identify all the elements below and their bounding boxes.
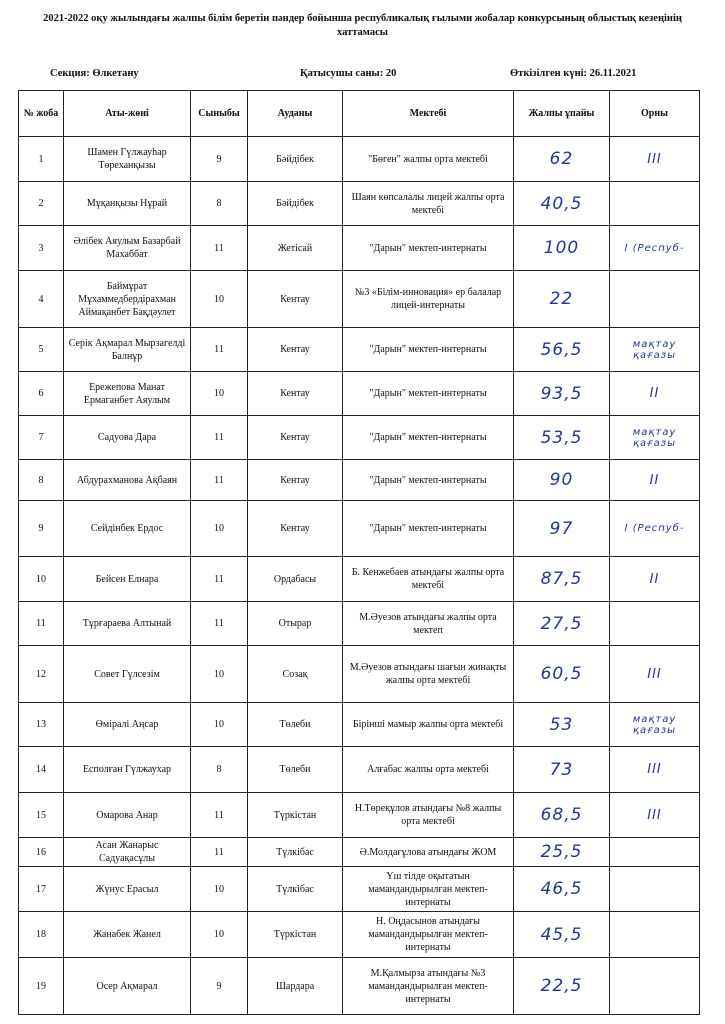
cell-score: 45,5 [514, 912, 610, 958]
cell-full-name: Осер Ақмарал [64, 958, 191, 1015]
cell-score: 87,5 [514, 557, 610, 602]
cell-grade: 11 [191, 416, 248, 460]
cell-project-no: 13 [19, 703, 64, 747]
cell-place: I (Респуб- [610, 226, 700, 271]
cell-score: 40,5 [514, 182, 610, 226]
cell-district: Бәйдібек [248, 182, 343, 226]
cell-score: 27,5 [514, 602, 610, 646]
cell-score: 22 [514, 271, 610, 328]
cell-grade: 8 [191, 182, 248, 226]
cell-full-name: Серік Ақмарал Мырзагелді Балнұр [64, 328, 191, 372]
cell-full-name: Есполған Гүлжаухар [64, 747, 191, 793]
cell-district: Кентау [248, 271, 343, 328]
cell-school: Б. Кенжебаев атындағы жалпы орта мектебі [343, 557, 514, 602]
cell-project-no: 9 [19, 501, 64, 557]
cell-district: Кентау [248, 501, 343, 557]
col-school: Мектебі [343, 91, 514, 137]
cell-full-name: Мұқанқызы Нұрай [64, 182, 191, 226]
cell-school: Ә.Молдағұлова атындағы ЖОМ [343, 838, 514, 867]
cell-full-name: Садуова Дара [64, 416, 191, 460]
cell-district: Шардара [248, 958, 343, 1015]
cell-project-no: 3 [19, 226, 64, 271]
cell-grade: 11 [191, 793, 248, 838]
cell-project-no: 10 [19, 557, 64, 602]
cell-score: 93,5 [514, 372, 610, 416]
cell-project-no: 14 [19, 747, 64, 793]
cell-score: 68,5 [514, 793, 610, 838]
section-label: Секция: Өлкетану [50, 68, 139, 79]
cell-grade: 10 [191, 703, 248, 747]
cell-district: Кентау [248, 416, 343, 460]
cell-school: "Бөген" жалпы орта мектебі [343, 137, 514, 182]
cell-district: Түлкібас [248, 838, 343, 867]
cell-grade: 9 [191, 137, 248, 182]
table-row [19, 703, 700, 747]
cell-school: Алғабас жалпы орта мектебі [343, 747, 514, 793]
cell-score: 90 [514, 460, 610, 501]
table-row [19, 557, 700, 602]
cell-district: Түркістан [248, 912, 343, 958]
cell-district: Төлеби [248, 703, 343, 747]
col-full-name: Аты-жөні [64, 91, 191, 137]
cell-district: Төлеби [248, 747, 343, 793]
cell-grade: 9 [191, 958, 248, 1015]
cell-place: II [610, 557, 700, 602]
cell-district: Отырар [248, 602, 343, 646]
table-row [19, 182, 700, 226]
cell-full-name: Асан Жанарыс Садуақасұлы [64, 838, 191, 867]
cell-score: 53 [514, 703, 610, 747]
table-row [19, 416, 700, 460]
cell-score: 60,5 [514, 646, 610, 703]
cell-school: "Дарын" мектеп-интернаты [343, 226, 514, 271]
cell-place [610, 182, 700, 226]
cell-place: III [610, 646, 700, 703]
cell-school: Н. Оңдасынов атындағы мамандандырылған мектеп-интернаты [343, 912, 514, 958]
cell-full-name: Шамен Гүлжауһар Төреханқызы [64, 137, 191, 182]
results-table [18, 90, 700, 1015]
cell-place [610, 958, 700, 1015]
cell-place: III [610, 747, 700, 793]
table-row [19, 460, 700, 501]
cell-score: 97 [514, 501, 610, 557]
cell-grade: 11 [191, 602, 248, 646]
cell-place [610, 867, 700, 912]
cell-score: 62 [514, 137, 610, 182]
cell-school: №3 «Білім-инновация» ер балалар лицей-интернаты [343, 271, 514, 328]
cell-full-name: Бейсен Елнара [64, 557, 191, 602]
cell-project-no: 4 [19, 271, 64, 328]
participants-count: Қатысушы саны: 20 [300, 68, 397, 79]
cell-school: Н.Төреқұлов атындағы №8 жалпы орта мектебі [343, 793, 514, 838]
cell-project-no: 1 [19, 137, 64, 182]
cell-district: Түркістан [248, 793, 343, 838]
table-row [19, 646, 700, 703]
cell-place: I (Респуб- [610, 501, 700, 557]
cell-place: II [610, 460, 700, 501]
table-row [19, 271, 700, 328]
cell-full-name: Совет Гүлсезім [64, 646, 191, 703]
cell-score: 100 [514, 226, 610, 271]
cell-grade: 10 [191, 912, 248, 958]
cell-project-no: 16 [19, 838, 64, 867]
cell-full-name: Әлібек Аяулым Базарбай Махаббат [64, 226, 191, 271]
table-row [19, 838, 700, 867]
cell-place [610, 838, 700, 867]
cell-school: Үш тілде оқытатын мамандандырылған мектеп-интернаты [343, 867, 514, 912]
cell-project-no: 2 [19, 182, 64, 226]
cell-grade: 11 [191, 226, 248, 271]
cell-school: Шаян көпсалалы лицей жалпы орта мектебі [343, 182, 514, 226]
cell-full-name: Ережепова Манат Ермаганбет Аяулым [64, 372, 191, 416]
cell-full-name: Баймұрат Мұхаммедбердірахман Аймақанбет Бақдәулет [64, 271, 191, 328]
cell-score: 73 [514, 747, 610, 793]
held-date: Өткізілген күні: 26.11.2021 [510, 68, 637, 79]
cell-district: Кентау [248, 372, 343, 416]
cell-district: Түлкібас [248, 867, 343, 912]
cell-school: "Дарын" мектеп-интернаты [343, 501, 514, 557]
cell-place: III [610, 137, 700, 182]
cell-grade: 11 [191, 557, 248, 602]
header-row [19, 91, 700, 137]
cell-grade: 10 [191, 372, 248, 416]
cell-school: М.Қалмырза атындағы №3 мамандандырылған мектеп-интернаты [343, 958, 514, 1015]
cell-project-no: 7 [19, 416, 64, 460]
cell-full-name: Жүнус Ерасыл [64, 867, 191, 912]
table-row [19, 226, 700, 271]
cell-full-name: Жанабек Жанел [64, 912, 191, 958]
cell-grade: 10 [191, 271, 248, 328]
cell-project-no: 5 [19, 328, 64, 372]
cell-grade: 11 [191, 838, 248, 867]
cell-project-no: 6 [19, 372, 64, 416]
col-place: Орны [610, 91, 700, 137]
cell-score: 46,5 [514, 867, 610, 912]
cell-school: "Дарын" мектеп-интернаты [343, 372, 514, 416]
cell-district: Жетісай [248, 226, 343, 271]
cell-place: мақтау қағазы [610, 328, 700, 372]
cell-place: мақтау қағазы [610, 416, 700, 460]
cell-grade: 10 [191, 867, 248, 912]
col-total-score: Жалпы ұпайы [514, 91, 610, 137]
cell-school: М.Әуезов атындағы шағын жинақты жалпы орта мектебі [343, 646, 514, 703]
cell-project-no: 12 [19, 646, 64, 703]
table-row [19, 328, 700, 372]
cell-grade: 10 [191, 501, 248, 557]
cell-project-no: 18 [19, 912, 64, 958]
table-row [19, 793, 700, 838]
table-row [19, 602, 700, 646]
table-row [19, 372, 700, 416]
cell-district: Кентау [248, 460, 343, 501]
col-project-no: № жоба [19, 91, 64, 137]
table-row [19, 747, 700, 793]
cell-place: II [610, 372, 700, 416]
cell-place [610, 912, 700, 958]
col-district: Ауданы [248, 91, 343, 137]
cell-school: М.Әуезов атындағы жалпы орта мектеп [343, 602, 514, 646]
cell-project-no: 15 [19, 793, 64, 838]
cell-score: 22,5 [514, 958, 610, 1015]
cell-full-name: Тұрғараева Алтынай [64, 602, 191, 646]
table-row [19, 137, 700, 182]
cell-place [610, 271, 700, 328]
cell-school: "Дарын" мектеп-интернаты [343, 460, 514, 501]
cell-district: Созақ [248, 646, 343, 703]
table-row [19, 912, 700, 958]
cell-full-name: Абдурахманова Ақбаян [64, 460, 191, 501]
cell-full-name: Өміралі Аңсар [64, 703, 191, 747]
cell-project-no: 8 [19, 460, 64, 501]
col-grade: Сыныбы [191, 91, 248, 137]
cell-project-no: 19 [19, 958, 64, 1015]
cell-grade: 11 [191, 460, 248, 501]
table-row [19, 501, 700, 557]
table-row [19, 958, 700, 1015]
cell-district: Ордабасы [248, 557, 343, 602]
cell-grade: 8 [191, 747, 248, 793]
document-title: 2021-2022 оқу жылындағы жалпы білім беретін пәндер бойынша республикалық ғылыми жобалар конкурсының облыстық кезеңінің хаттамасы [43, 13, 682, 38]
cell-district: Кентау [248, 328, 343, 372]
cell-full-name: Сейдінбек Ердос [64, 501, 191, 557]
cell-score: 53,5 [514, 416, 610, 460]
cell-project-no: 11 [19, 602, 64, 646]
cell-score: 25,5 [514, 838, 610, 867]
cell-school: "Дарын" мектеп-интернаты [343, 416, 514, 460]
cell-place: мақтау қағазы [610, 703, 700, 747]
cell-place: III [610, 793, 700, 838]
cell-district: Бәйдібек [248, 137, 343, 182]
cell-school: "Дарын" мектеп-интернаты [343, 328, 514, 372]
table-row [19, 867, 700, 912]
cell-score: 56,5 [514, 328, 610, 372]
cell-grade: 11 [191, 328, 248, 372]
cell-full-name: Омарова Анар [64, 793, 191, 838]
cell-grade: 10 [191, 646, 248, 703]
cell-project-no: 17 [19, 867, 64, 912]
cell-place [610, 602, 700, 646]
cell-school: Бірінші мамыр жалпы орта мектебі [343, 703, 514, 747]
